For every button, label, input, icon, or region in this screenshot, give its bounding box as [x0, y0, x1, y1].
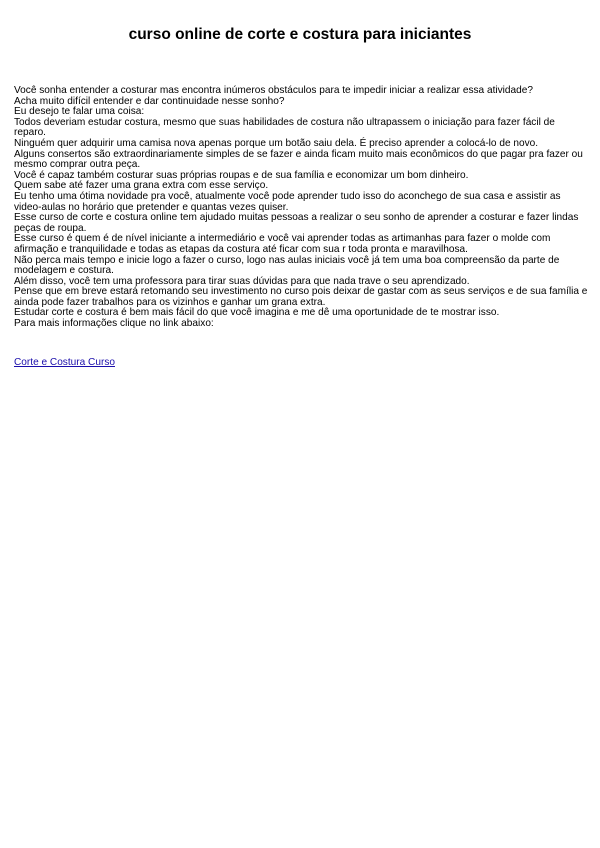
paragraph: Você é capaz também costurar suas próprias roupas e de sua família e economizar um bom dinheiro. [14, 169, 469, 181]
paragraph: Pense que em breve estará retomando seu investimento no curso pois deixar de gastar com as seus serviços e de sua família e ainda pode fazer trabalhos para os vizinhos e ganhar um grana extra. [14, 286, 588, 308]
paragraph: Estudar corte e costura é bem mais fácil do que você imagina e me dê uma oportunidade de te mostrar isso. [14, 307, 500, 319]
paragraph: Para mais informações clique no link abaixo: [14, 318, 214, 330]
body-text [14, 86, 589, 330]
paragraph: Esse curso é quem é de nível iniciante a intermediário e você vai aprender todas as artimanhas para fazer o molde com afirmação e tranquilidade e todas as etapas da costura até ficar com sua r toda pronta e maravilhosa. [14, 233, 551, 255]
paragraph: Você sonha entender a costurar mas encontra inúmeros obstáculos para te impedir iniciar a realizar essa atividade? [14, 85, 533, 96]
paragraph: Quem sabe até fazer uma grana extra com esse serviço. [14, 180, 269, 192]
paragraph: Eu tenho uma ótima novidade pra você, atualmente você pode aprender tudo isso do aconchego de sua casa e assistir as video-aulas no horário que pretender e quantas vezes quiser. [14, 190, 561, 213]
paragraph: Esse curso de corte e costura online tem ajudado muitas pessoas a realizar o seu sonho de aprender a costurar e fazer lindas peças de roupa. [14, 212, 579, 234]
link-block [14, 357, 115, 368]
paragraph: Além disso, você tem uma professora para tirar suas dúvidas para que nada trave o seu aprendizado. [14, 275, 470, 287]
paragraph: Todos deveriam estudar costura, mesmo que suas habilidades de costura não ultrapassem o iniciação para fazer fácil de reparo. [14, 116, 555, 139]
paragraph: Eu desejo te falar uma coisa: [14, 106, 145, 118]
paragraph: Ninguém quer adquirir uma camisa nova apenas porque um botão saiu dela. É preciso aprender a colocá-lo de novo. [14, 137, 539, 149]
course-link[interactable]: Corte e Costura Curso [14, 357, 115, 368]
page-title: curso online de corte e costura para iniciantes [128, 26, 472, 43]
paragraph: Alguns consertos são extraordinariamente simples de se fazer e ainda ficam muito mais econômicos do que pagar pra fazer ou mesmo comprar outra peça. [14, 148, 583, 171]
paragraph: Acha muito difícil entender e dar continuidade nesse sonho? [14, 95, 285, 107]
paragraph: Não perca mais tempo e inicie logo a fazer o curso, logo nas aulas iniciais você já tem uma boa compreensão da parte de modelagem e costura. [14, 254, 560, 277]
